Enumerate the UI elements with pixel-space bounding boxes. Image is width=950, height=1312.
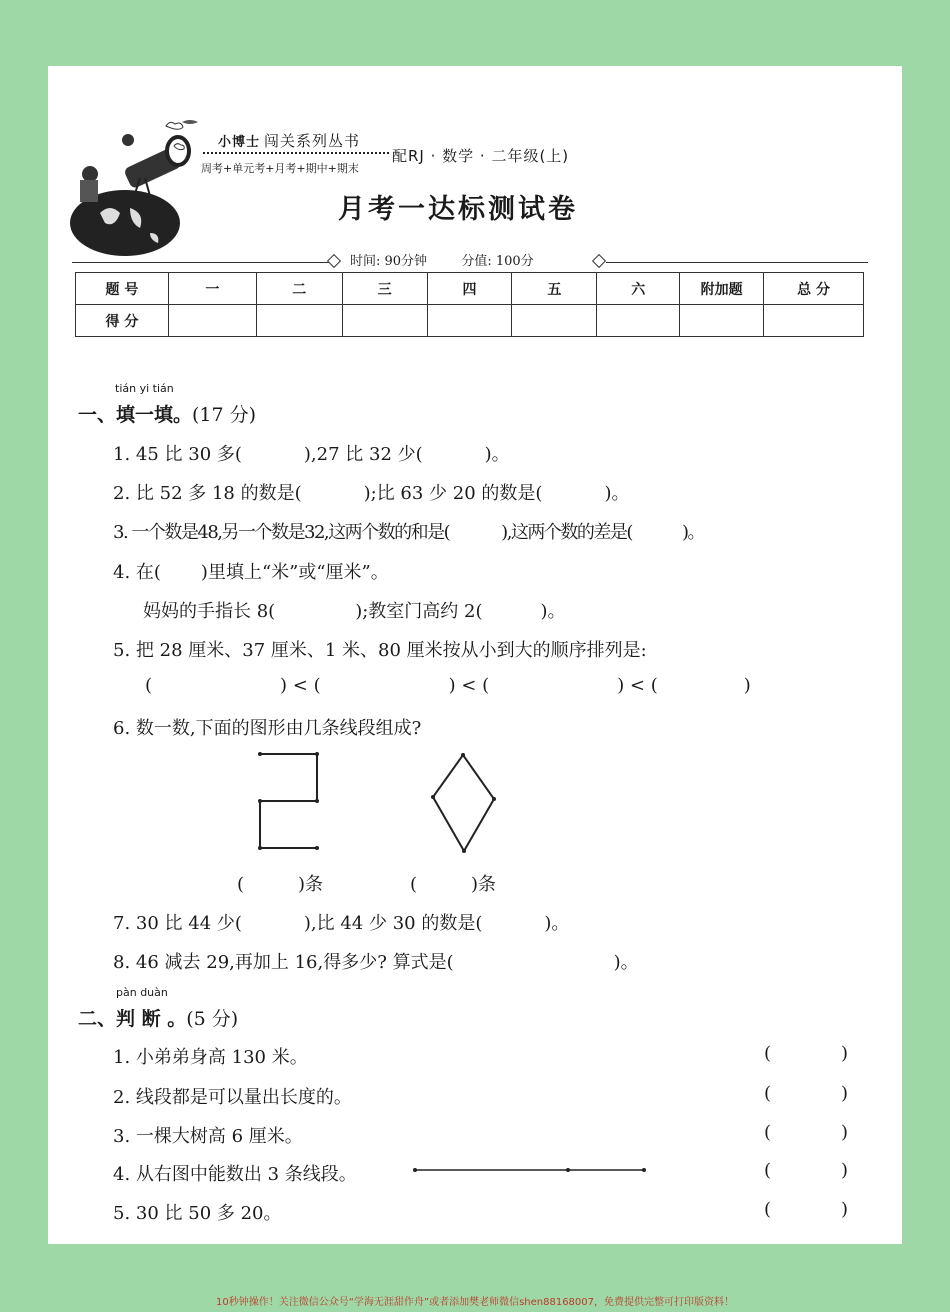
question-5-order: ( ) < ( ) < ( ) < ( ) xyxy=(145,675,751,696)
score-table xyxy=(75,272,864,337)
judge-answer-3[interactable]: ( ) xyxy=(764,1122,849,1143)
section1-points: (17 分) xyxy=(192,404,257,426)
table-cell: 题 号 xyxy=(76,273,169,305)
judge-item: 2. 线段都是可以量出长度的。 xyxy=(113,1087,352,1108)
question-4: 4. 在( )里填上“米”或“厘米”。 xyxy=(113,562,389,583)
table-cell: 三 xyxy=(342,273,427,305)
series-subtitle: 周考+单元考+月考+期中+期末 xyxy=(201,162,359,175)
score-input-cell[interactable] xyxy=(342,305,427,337)
series-name: 闯关系列丛书 xyxy=(264,132,361,150)
section1-title: 一、填一填。 xyxy=(78,404,193,426)
page-title: 月考一达标测试卷 xyxy=(338,194,578,225)
question-6-answer-2: ( )条 xyxy=(410,874,497,895)
score-input-cell[interactable] xyxy=(256,305,342,337)
table-header-row xyxy=(76,273,864,305)
section2-pinyin: pàn duàn xyxy=(116,986,168,999)
table-cell: 附加题 xyxy=(680,273,764,305)
judge-answer-5[interactable]: ( ) xyxy=(764,1199,849,1220)
question-6-answer-1: ( )条 xyxy=(237,874,324,895)
question-6: 6. 数一数,下面的图形由几条线段组成? xyxy=(113,718,422,739)
judge-answer-2[interactable]: ( ) xyxy=(764,1083,849,1104)
score-input-cell[interactable] xyxy=(427,305,512,337)
line-segment-figure xyxy=(412,1165,648,1175)
score-input-cell[interactable] xyxy=(680,305,764,337)
judge-item: 5. 30 比 50 多 20。 xyxy=(113,1203,282,1224)
section2-title: 二、判 断 。 xyxy=(78,1008,187,1030)
question-8: 8. 46 减去 29,再加上 16,得多少? 算式是( )。 xyxy=(113,952,639,973)
series-title xyxy=(218,130,360,151)
question-3: 3. 一个数是48,另一个数是32,这两个数的和是( ),这两个数的差是( )。 xyxy=(113,522,704,543)
zigzag-segments-figure xyxy=(255,750,325,850)
dotted-divider xyxy=(203,152,389,154)
series-brand: 小博士 xyxy=(218,135,261,150)
section2-heading xyxy=(78,1004,238,1031)
exam-info xyxy=(350,250,534,269)
rhombus-figure xyxy=(428,750,500,860)
table-cell: 总 分 xyxy=(764,273,864,305)
score-input-cell[interactable] xyxy=(168,305,256,337)
section1-heading xyxy=(78,400,256,427)
footer-promo-text: 10秒钟操作！关注微信公众号“学海无涯甜作舟”或者添加樊老师微信shen88168007，免费提供完整可打印版资料！ xyxy=(215,1297,735,1308)
table-cell: 四 xyxy=(427,273,512,305)
time-limit: 时间: 90分钟 xyxy=(350,254,428,269)
section2-points: (5 分) xyxy=(186,1008,239,1030)
table-cell: 得 分 xyxy=(76,305,169,337)
header-rule-right xyxy=(606,262,868,263)
telescope-globe-illustration xyxy=(70,118,200,258)
judge-item: 3. 一棵大树高 6 厘米。 xyxy=(113,1126,303,1147)
question-4-items: 妈妈的手指长 8( );教室门高约 2( )。 xyxy=(143,601,566,622)
score-input-cell[interactable] xyxy=(597,305,680,337)
judge-answer-1[interactable]: ( ) xyxy=(764,1043,849,1064)
score-input-cell[interactable] xyxy=(512,305,597,337)
question-2: 2. 比 52 多 18 的数是( );比 63 少 20 的数是( )。 xyxy=(113,483,630,504)
judge-item: 4. 从右图中能数出 3 条线段。 xyxy=(113,1164,357,1185)
total-score: 分值: 100分 xyxy=(461,254,534,269)
question-1: 1. 45 比 30 多( ),27 比 32 少( )。 xyxy=(113,444,510,465)
question-5: 5. 把 28 厘米、37 厘米、1 米、80 厘米按从小到大的顺序排列是: xyxy=(113,640,647,661)
table-score-row xyxy=(76,305,864,337)
question-7: 7. 30 比 44 少( ),比 44 少 30 的数是( )。 xyxy=(113,913,570,934)
score-input-cell[interactable] xyxy=(764,305,864,337)
judge-item: 1. 小弟弟身高 130 米。 xyxy=(113,1047,308,1068)
judge-answer-4[interactable]: ( ) xyxy=(764,1160,849,1181)
header-rule-left xyxy=(72,262,334,263)
table-cell: 六 xyxy=(597,273,680,305)
section1-pinyin: tián yi tián xyxy=(115,382,174,395)
table-cell: 五 xyxy=(512,273,597,305)
table-cell: 一 xyxy=(168,273,256,305)
grade-label: 配RJ · 数学 · 二年级(上) xyxy=(392,147,570,165)
table-cell: 二 xyxy=(256,273,342,305)
